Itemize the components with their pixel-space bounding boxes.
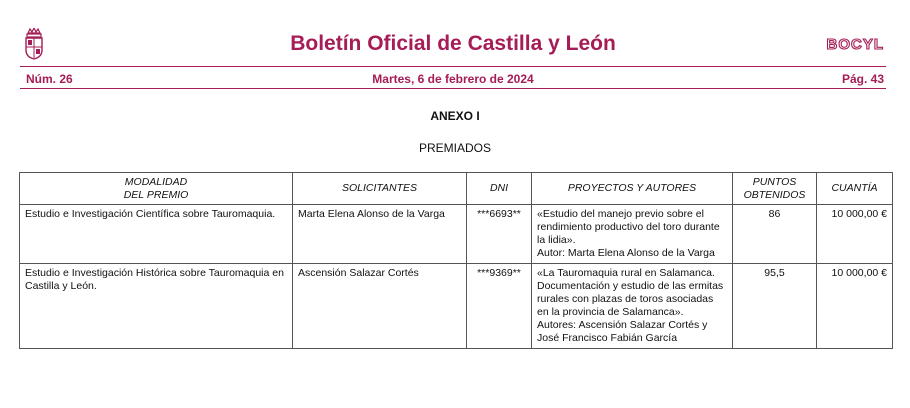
section-title: PREMIADOS [418,141,491,155]
table-row [20,264,893,349]
cell-project [532,205,733,264]
cell-dni: ***9369** [467,264,532,349]
issue-date: Martes, 6 de febrero de 2024 [372,72,534,86]
column-header-applicants: SOLICITANTES [293,173,467,205]
table-header-row [20,173,893,205]
cell-points: 86 [733,205,817,264]
cell-amount: 10 000,00 € [817,264,893,349]
cell-amount: 10 000,00 € [817,205,893,264]
cell-applicant: Ascensión Salazar Cortés [293,264,467,349]
column-header-projects: PROYECTOS Y AUTORES [532,173,733,205]
project-authors: Autores: Ascensión Salazar Cortés y José Francisco Fabián García [537,319,708,344]
header-rule-bottom [20,88,886,89]
page-header [20,26,886,71]
bocyl-logo: BOCYL [826,36,884,53]
project-title: «Estudio del manejo previo sobre el rendimiento productivo del toro durante la lidia». [537,208,720,246]
column-header-amount: CUANTÍA [817,173,893,205]
cell-project [532,264,733,349]
cell-applicant: Marta Elena Alonso de la Varga [293,205,467,264]
project-authors: Autor: Marta Elena Alonso de la Varga [537,247,715,259]
project-title: «La Tauromaquia rural en Salamanca. Documentación y estudio de las ermitas rurales con plazas de toros asociadas en la provincia de Salamanca». [537,267,724,318]
awards-table [19,172,893,349]
column-header-modality: MODALIDAD DEL PREMIO [20,173,293,205]
page-title: Boletín Oficial de Castilla y León [290,32,616,55]
header-rule-top [20,66,886,67]
page-number: Pág. 43 [841,72,884,86]
cell-points: 95,5 [733,264,817,349]
column-header-points: PUNTOS OBTENIDOS [733,173,817,205]
annex-title: ANEXO I [430,109,480,123]
table-row [20,205,893,264]
column-header-dni: DNI [467,173,532,205]
cell-dni: ***6693** [467,205,532,264]
header-meta [20,70,886,86]
cell-modality: Estudio e Investigación Científica sobre Tauromaquia. [20,205,293,264]
issue-number: Núm. 26 [26,72,73,86]
cell-modality: Estudio e Investigación Histórica sobre Tauromaquia en Castilla y León. [20,264,293,349]
